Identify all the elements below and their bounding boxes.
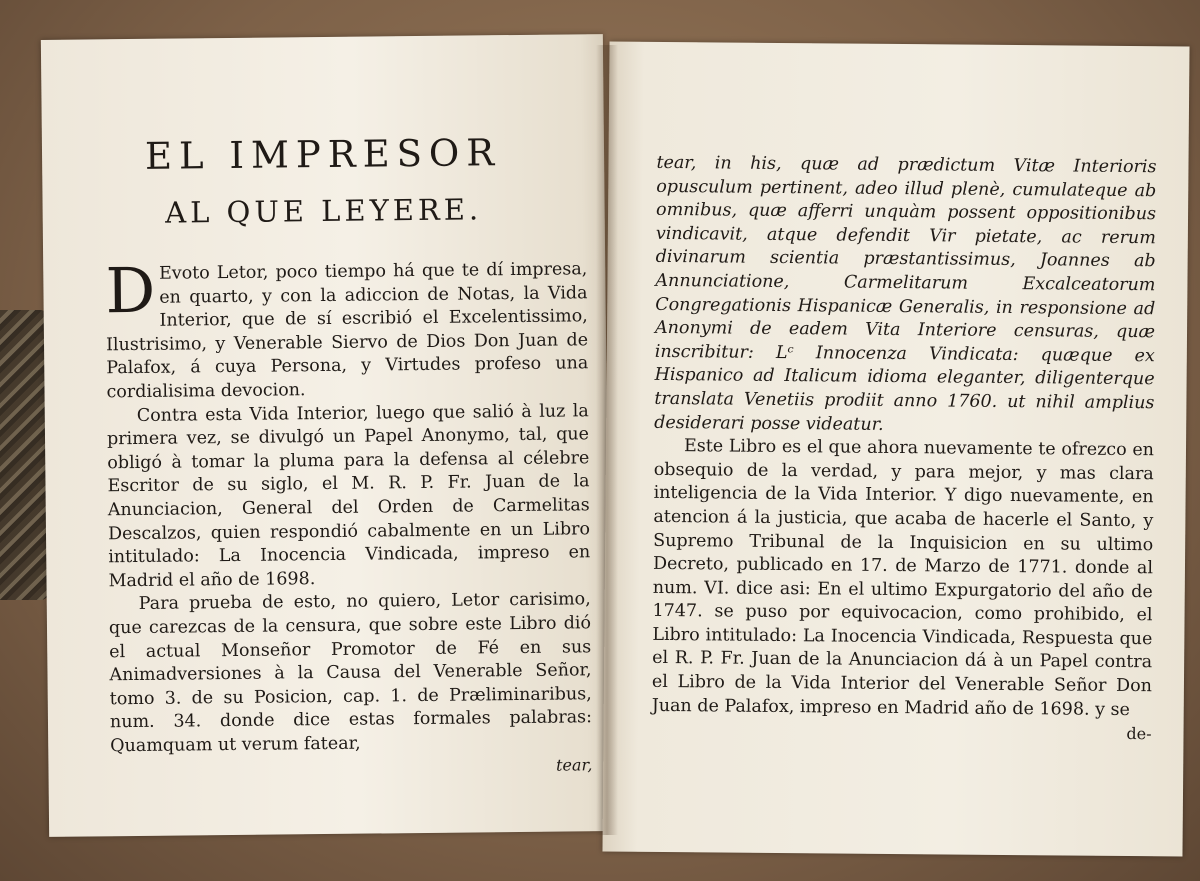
latin-quote: tear, in his, quæ ad prædictum Vitæ Interioris opusculum pertinent, adeo illud plenè, cumulateque ab omnibus, quæ afferri unquàm possent oppositionibus vindicavit, atque defendit Vir pietate, ac rerum divinarum scientia præstantissimus, Joannes ab Annunciatione, Carmelitarum Excalceatorum Congregationis Hispanicæ Generalis, in responsione ad Anonymi de eadem Vita Interiore censuras, quæ inscribitur: Lᶜ Innocenza Vindicata: quæque ex Hispanico ad Italicum idioma eleganter, diligenterque translata Venetiis prodiit anno 1760. ut nihil amplius desiderari posse videatur. [654,152,1157,435]
paragraph-3: Para prueba de esto, no quiero, Letor carisimo, que carezcas de la censura, que sobre este Libro dió el actual Monseñor Promotor de Fé en sus Animadversiones à la Causa del Venerable Señor, tomo 3. de su Posicion, cap. 1. de Præliminaribus, num. 34. donde dice estas formales palabras: Quamquam ut verum fatear, [108,589,593,757]
catchword: tear, [555,755,593,776]
paragraph-4: Este Libro es el que ahora nuevamente te ofrezco en obsequio de la verdad, y para mejor, y mas clara inteligencia de la Vida Interior. Y digo nuevamente, en atencion á la justicia, que acaba de hacerle el Santo, y Supremo Tribunal de la Inquisicion en su ultimo Decreto, publicado en 17. de Marzo de 1771. donde al num. VI. dice asi: En el ultimo Expurgatorio del año de 1747. se puso por equivocacion, como prohibido, el Libro intitulado: La Inocencia Vindicada, Respuesta que el R. P. Fr. Juan de la Anunciacion dá à un Papel contra el Libro de la Vida Interior del Venerable Señor Don Juan de Palafox, impreso en Madrid año de 1698. y se [651,436,1155,720]
bookmark-ribbon [0,310,50,600]
catchword-right: de- [1126,724,1152,744]
book-spine [596,45,618,835]
drop-cap: D [105,253,156,328]
paragraph-1-text: Evoto Letor, poco tiempo há que te dí impresa, en quarto, y con la adiccion de Notas, la Vida Interior, que de sí escribió el Excelentissimo, Ilustrisimo, y Venerable Siervo de Dios Don Juan de Palafox, á cuya Persona, y Virtudes profeso una cordialisima devocion. [105,259,589,403]
page-title: EL IMPRESOR [144,131,502,178]
paragraph-1 [105,253,589,405]
right-page [602,41,1189,856]
left-page-text [105,253,593,782]
right-page-text [651,152,1156,746]
paragraph-2: Contra esta Vida Interior, luego que salió à luz la primera vez, se divulgó un Papel Anonymo, tal, que obligó à tomar la pluma para la defensa al célebre Escritor de su siglo, el M. R. P. Fr. Juan de la Anunciacion, General del Orden de Carmelitas Descalzos, quien respondió cabalmente en un Libro intitulado: La Inocencia Vindicada, impreso en Madrid el año de 1698. [106,400,591,592]
left-page [41,34,611,837]
page-subtitle: AL QUE LEYERE. [164,192,483,230]
